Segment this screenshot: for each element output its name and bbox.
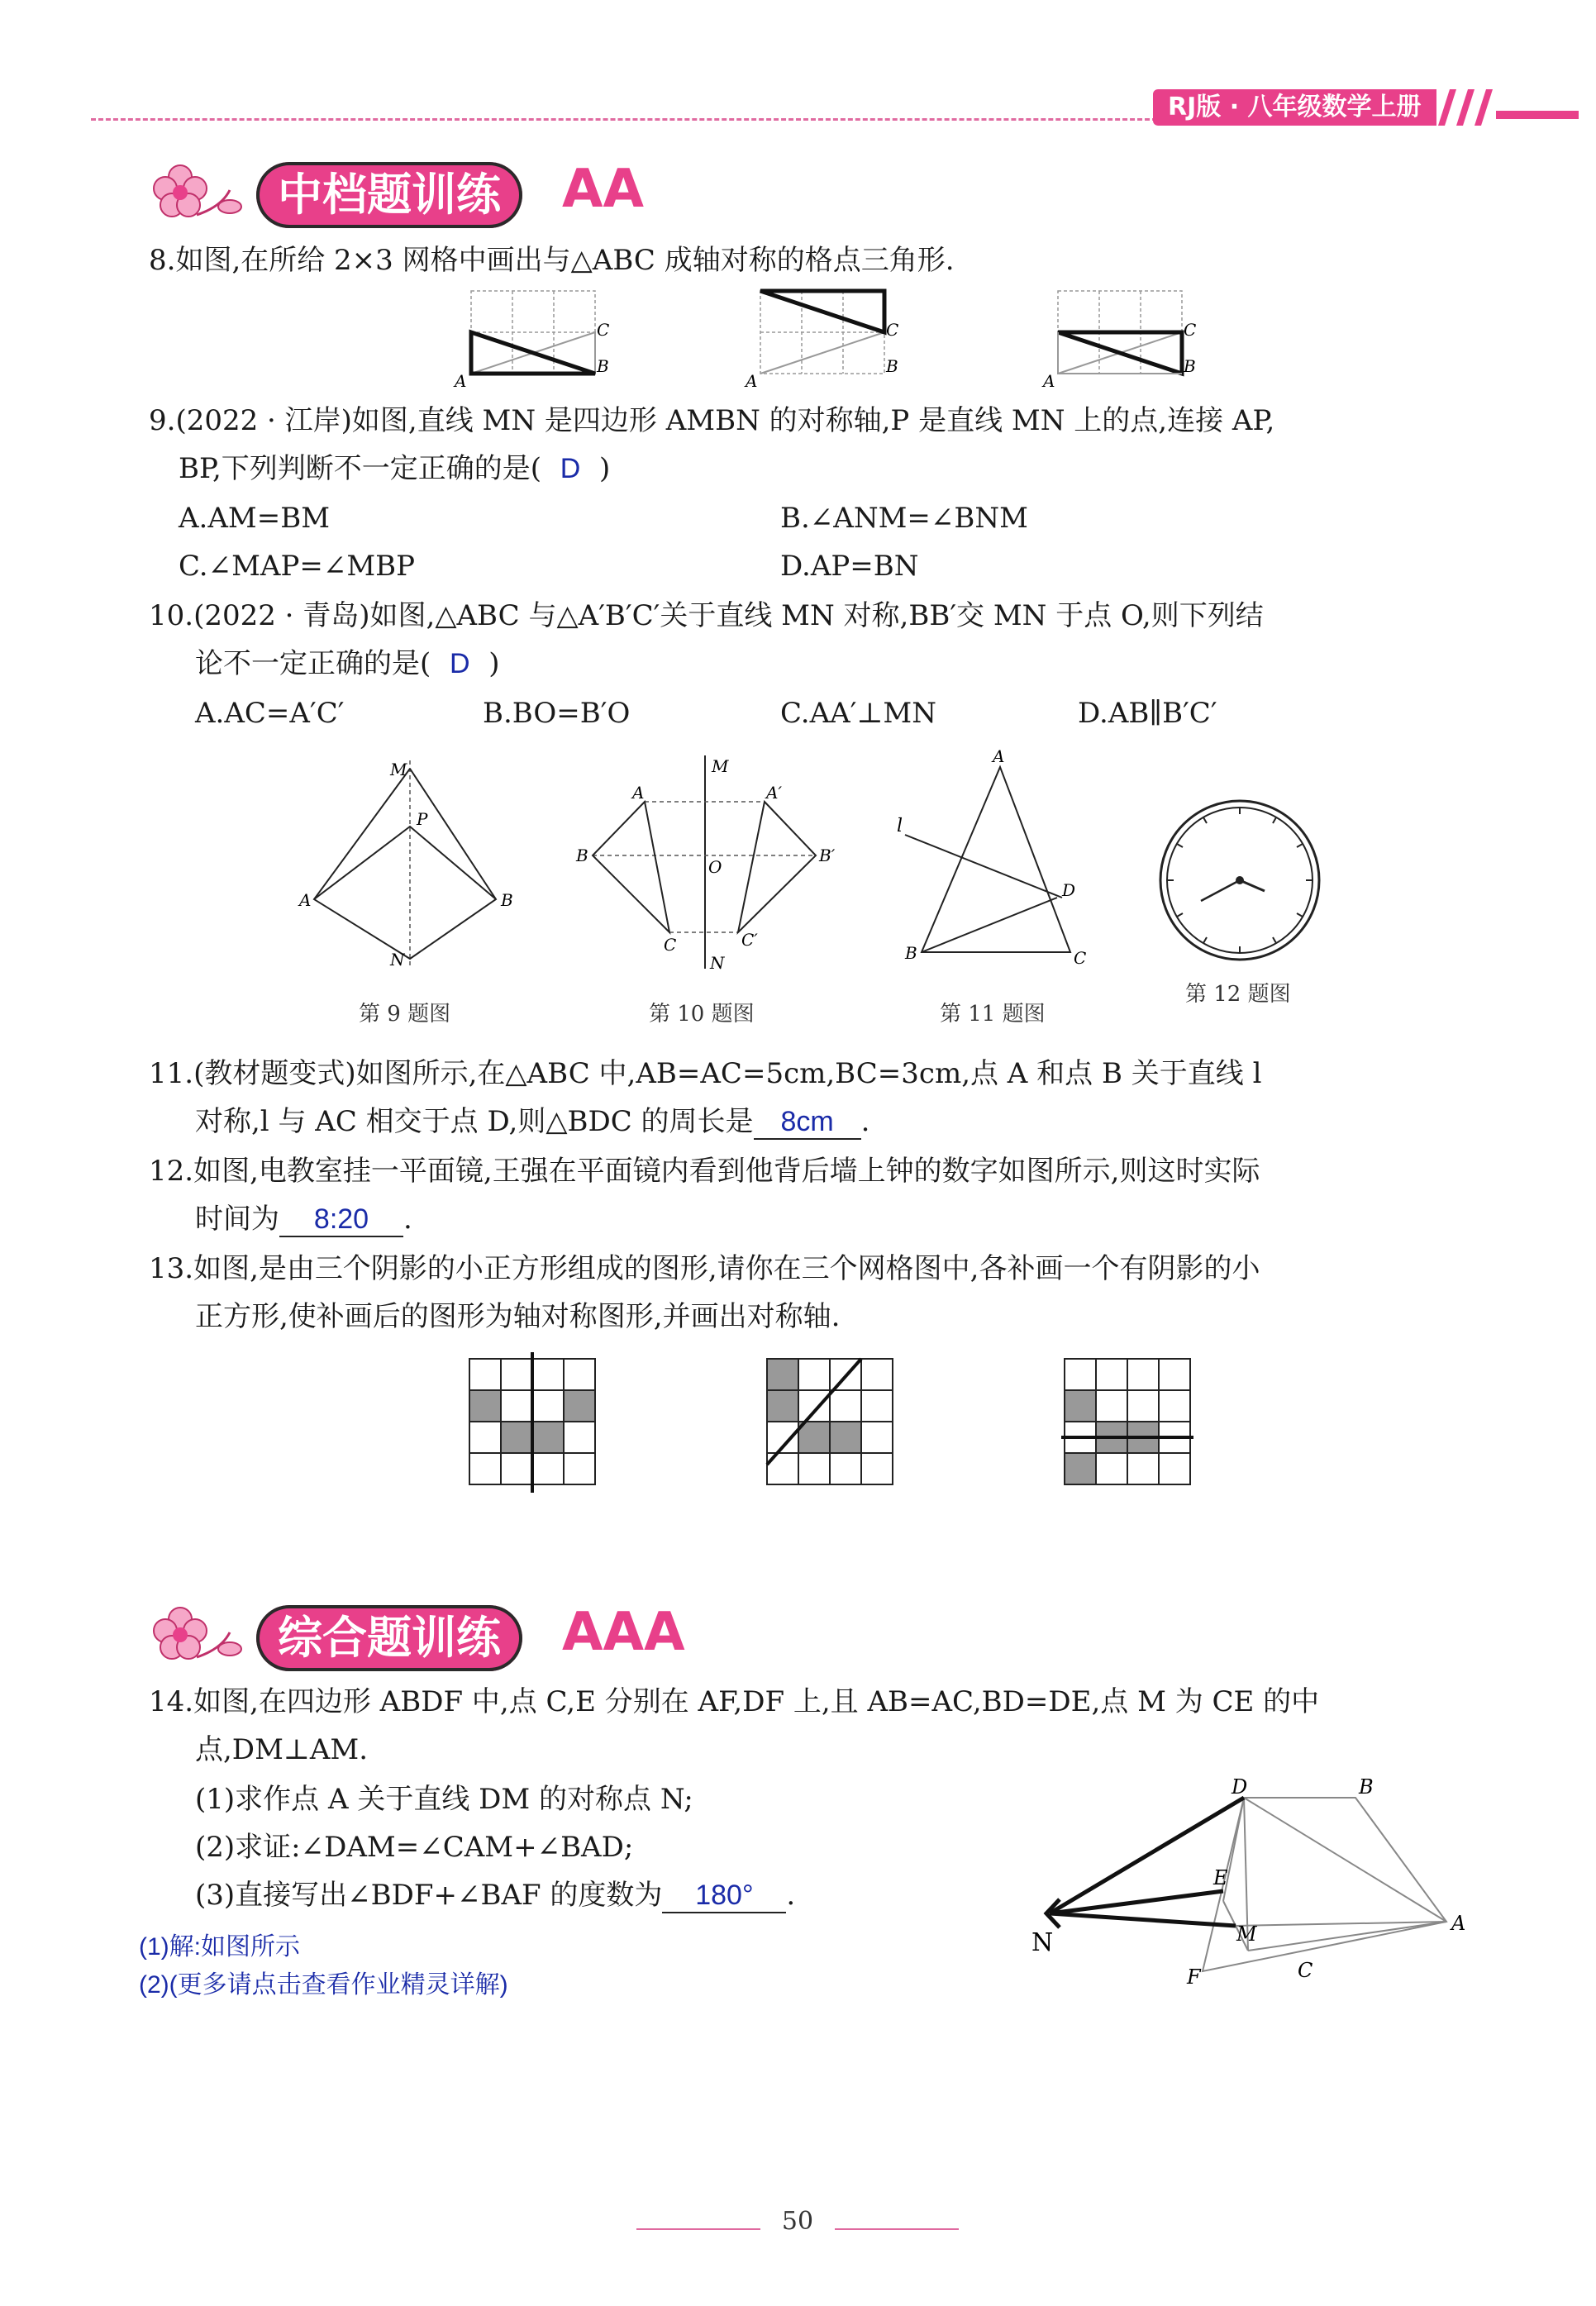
question-13-line2: 正方形,使补画后的图形为轴对称图形,并画出对称轴. (195, 1300, 841, 1333)
q10-option-d: D.AB∥B′C′ (1078, 697, 1217, 730)
svg-text:C: C (664, 935, 677, 955)
q8-figures (446, 281, 1223, 388)
figure-10-caption: 第 10 题图 (649, 1002, 755, 1027)
question-11-line1: 11.(教材题变式)如图所示,在△ABC 中,AB=AC=5cm,BC=3cm,点 A 和点 B 关于直线 l (149, 1057, 1262, 1090)
svg-text:C: C (1184, 320, 1197, 340)
question-12-line1: 12.如图,电教室挂一平面镜,王强在平面镜内看到他背后墙上钟的数字如图所示,则这时实际 (149, 1155, 1260, 1188)
solution-line-2[interactable]: (2)(更多请点击查看作业精灵详解) (139, 1971, 508, 1999)
question-13-line1: 13.如图,是由三个阴影的小正方形组成的图形,请你在三个网格图中,各补画一个有阴影的小 (149, 1252, 1260, 1285)
svg-text:M: M (712, 756, 729, 776)
svg-text:A: A (632, 783, 645, 803)
q10-option-c: C.AA′⊥MN (780, 697, 936, 730)
section-level-mid: AA (562, 159, 645, 220)
section-title-mid: 中档题训练 (256, 162, 522, 228)
footer-line-left (636, 2228, 760, 2230)
svg-text:B: B (905, 943, 917, 963)
q11-answer: 8cm (754, 1105, 861, 1140)
question-11-line2: 对称,l 与 AC 相交于点 D,则△BDC 的周长是 8cm . (195, 1105, 870, 1138)
book-badge: RJ版 · 八年级数学上册 (1153, 89, 1436, 126)
svg-text:D: D (1232, 1775, 1248, 1799)
q14-answer: 180° (662, 1879, 786, 1913)
question-9-line1: 9.(2022 · 江岸)如图,直线 MN 是四边形 AMBN 的对称轴,P 是直线 MN 上的点,连接 AP, (149, 404, 1275, 437)
svg-text:N: N (390, 950, 405, 970)
question-14-part2: (2)求证:∠DAM=∠CAM+∠BAD; (195, 1831, 634, 1864)
section-title-comprehensive: 综合题训练 (256, 1605, 522, 1671)
figure-12-caption: 第 12 题图 (1185, 982, 1291, 1007)
svg-text:B: B (501, 890, 513, 910)
q10-option-a: A.AC=A′C′ (195, 697, 345, 730)
svg-text:M: M (1236, 1922, 1257, 1946)
svg-text:E: E (1213, 1866, 1228, 1889)
svg-text:N: N (710, 953, 725, 973)
svg-text:A: A (1043, 371, 1055, 388)
header-stripes (1438, 89, 1579, 126)
figure-14 (1025, 1760, 1488, 1992)
clock-hand-minute (1201, 880, 1240, 901)
q9-answer: D (560, 453, 581, 484)
svg-text:B′: B′ (819, 846, 836, 865)
figure-11-caption: 第 11 题图 (940, 1002, 1046, 1027)
q10-answer: D (449, 648, 470, 679)
solution-line-1: (1)解:如图所示 (139, 1933, 300, 1961)
svg-text:O: O (708, 857, 722, 877)
question-8-text: 8.如图,在所给 2×3 网格中画出与△ABC 成轴对称的格点三角形. (149, 244, 955, 277)
svg-text:B: B (886, 356, 898, 376)
svg-text:B: B (597, 356, 609, 376)
question-14-line1: 14.如图,在四边形 ABDF 中,点 C,E 分别在 AF,DF 上,且 AB=AC,BD=DE,点 M 为 CE 的中 (149, 1685, 1320, 1718)
svg-text:C: C (1298, 1959, 1313, 1982)
svg-text:C: C (886, 320, 899, 340)
svg-text:P: P (417, 809, 428, 829)
svg-text:C: C (597, 320, 610, 340)
svg-text:M: M (390, 760, 407, 779)
question-9-line2: BP,下列判断不一定正确的是( D ) (179, 445, 610, 493)
q10-option-b: B.BO=B′O (483, 697, 631, 730)
svg-text:B: B (576, 846, 588, 865)
page-number: 50 (781, 2207, 814, 2236)
svg-text:A: A (299, 890, 312, 910)
flower-icon (147, 157, 255, 231)
question-12-line2: 时间为 8:20 . (195, 1203, 412, 1236)
svg-text:D: D (1062, 880, 1076, 900)
section-level-comprehensive: AAA (562, 1602, 685, 1663)
svg-text:F: F (1187, 1965, 1201, 1989)
svg-text:C′: C′ (741, 930, 758, 950)
q13-grids (463, 1347, 1207, 1504)
svg-text:l: l (897, 816, 903, 836)
question-10-line1: 10.(2022 · 青岛)如图,△ABC 与△A′B′C′关于直线 MN 对称,BB′交 MN 于点 O,则下列结 (149, 599, 1264, 632)
svg-text:B: B (1359, 1775, 1374, 1799)
flower-icon-2 (147, 1599, 255, 1674)
svg-text:A: A (993, 746, 1005, 766)
question-14-part1: (1)求作点 A 关于直线 DM 的对称点 N; (195, 1783, 693, 1816)
header-divider (91, 118, 1157, 121)
q9-option-d: D.AP=BN (780, 550, 919, 583)
svg-text:N: N (1031, 1928, 1054, 1957)
q12-answer: 8:20 (279, 1203, 403, 1237)
figure-10 (574, 752, 847, 975)
figure-9-caption: 第 9 题图 (359, 1002, 451, 1027)
figure-9 (298, 752, 529, 975)
footer-line-right (835, 2228, 959, 2230)
q9-option-a: A.AM=BM (179, 502, 331, 535)
figure-11 (889, 744, 1103, 975)
svg-text:A: A (746, 371, 758, 388)
question-14-part3: (3)直接写出∠BDF+∠BAF 的度数为 180° . (195, 1879, 796, 1912)
q9-option-c: C.∠MAP=∠MBP (179, 550, 415, 583)
question-14-line2: 点,DM⊥AM. (195, 1733, 369, 1766)
q8-label-A: A (455, 371, 467, 388)
svg-text:B: B (1184, 356, 1196, 376)
figure-12-clock (1153, 793, 1327, 967)
svg-text:A′: A′ (766, 783, 782, 803)
question-10-line2: 论不一定正确的是( D ) (195, 640, 500, 688)
svg-text:C: C (1074, 948, 1087, 968)
svg-text:A: A (1451, 1912, 1466, 1935)
q9-option-b: B.∠ANM=∠BNM (780, 502, 1028, 535)
